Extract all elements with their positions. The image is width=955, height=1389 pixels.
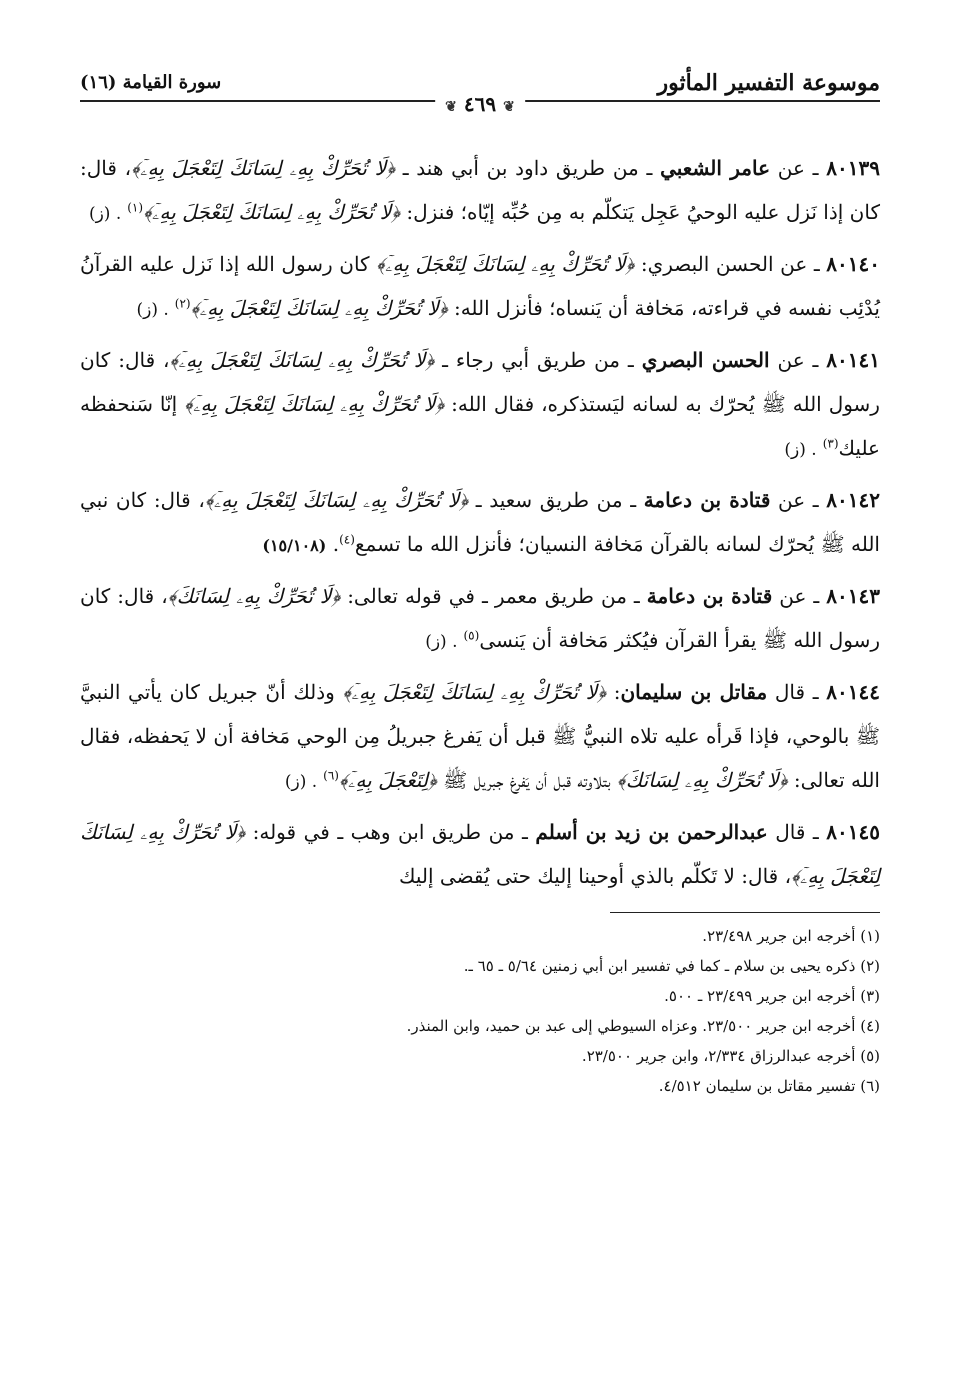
ornament-icon: ❦: [503, 99, 515, 115]
narration-entry: [80, 242, 880, 332]
narration-text: إنّا سَنحفظه عليك: [80, 392, 880, 460]
reference-mark: . (ز): [784, 440, 817, 460]
quran-verse: ﴿لَا تُحَرِّكْ بِهِۦ لِسَانَكَ لِتَعْجَلَ بِهِۦٓ﴾: [204, 488, 469, 512]
book-page: [80, 60, 880, 1101]
narration-text: ـ عن الحسن البصري:: [634, 252, 827, 276]
narration-text: بتلاوته قبل أن يَفرغ جبريل ﷺ: [436, 768, 617, 792]
surah-title: سورة القيامة (١٦): [80, 72, 222, 93]
quran-verse: ﴿لَا تُحَرِّكْ بِهِۦ لِسَانَكَ﴾: [616, 768, 788, 792]
narrator-name: عبدالرحمن بن زيد بن أسلم: [535, 820, 768, 844]
quran-verse: ﴿لَا تُحَرِّكْ بِهِۦ لِسَانَكَ لِتَعْجَلَ بِهِۦٓ﴾: [376, 252, 635, 276]
narration-text: ـ من طريق سعيد ـ: [468, 488, 644, 512]
narration-text: ـ قال: [767, 680, 827, 704]
narration-entry: [80, 810, 880, 898]
quran-verse: ﴿لَا تُحَرِّكْ بِهِۦ لِسَانَكَ لِتَعْجَلَ بِهِۦٓ﴾: [131, 156, 395, 180]
narrator-name: قتادة بن دعامة: [643, 488, 771, 512]
narrator-name: قتادة بن دعامة: [646, 584, 773, 608]
footnote: (١) أخرجه ابن جرير ٢٣/٤٩٨.: [702, 927, 880, 945]
footnote: (٥) أخرجه عبدالرزاق ٢/٣٣٤، وابن جرير ٢٣/٥٠٠.: [581, 1047, 880, 1065]
footnote: (٣) أخرجه ابن جرير ٢٣/٤٩٩ ـ ٥٠٠.: [664, 987, 880, 1005]
quran-verse: ﴿لِتَعْجَلَ بِهِۦٓ﴾: [338, 768, 437, 792]
narration-entry: [80, 146, 880, 236]
reference-mark: . (ز): [88, 204, 122, 224]
narration-number: ٨٠١٤١: [826, 348, 881, 372]
footnote-marker[interactable]: (٣): [822, 436, 839, 451]
narration-text: ، قال: كان رسول الله ﷺ يُحرّك به لسانه ليَستذكره، فقال الله:: [80, 348, 880, 416]
narration-entry: [80, 574, 880, 664]
quran-verse: ﴿لَا تُحَرِّكْ بِهِۦ لِسَانَكَ لِتَعْجَلَ بِهِۦٓ﴾: [190, 296, 448, 320]
quran-verse: ﴿لَا تُحَرِّكْ بِهِۦ لِسَانَكَ لِتَعْجَلَ بِهِۦٓ﴾: [80, 820, 880, 888]
footnotes: [80, 921, 880, 1101]
narration-number: ٨٠١٤٢: [826, 488, 880, 512]
narration-text: ـ قال: [767, 820, 827, 844]
quran-verse: ﴿لَا تُحَرِّكْ بِهِۦ لِسَانَكَ لِتَعْجَلَ بِهِۦٓ﴾: [184, 392, 445, 416]
narration-number: ٨٠١٤٤: [826, 680, 880, 704]
narration-text: ـ عن: [770, 488, 827, 512]
footnote-marker[interactable]: (٥): [463, 628, 480, 643]
quran-verse: ﴿لَا تُحَرِّكْ بِهِۦ لِسَانَكَ لِتَعْجَلَ بِهِۦٓ﴾: [342, 680, 607, 704]
narration-entry: [80, 478, 880, 568]
narration-text: :: [606, 680, 621, 704]
footnote-marker[interactable]: (٢): [174, 296, 191, 311]
narration-text: ، قال: كان إذا نَزل عليه الوحيُ عَجِل يَتكلّم به مِن حُبِّه إيّاه؛ فنزل:: [80, 156, 880, 224]
source-reference: (١٥/١٠٨): [262, 536, 327, 555]
narrations-body: [80, 146, 880, 898]
narration-number: ٨٠١٣٩: [826, 156, 880, 180]
narration-text: ، قال: لا تَكلّم بالذي أوحينا إليك حتى يُقضى إليك: [399, 864, 792, 888]
footnote: (٢) ذكره يحيى بن سلام ـ كما في تفسير ابن أبي زمنين ٥/٦٤ ـ ٦٥ ـ.: [463, 957, 880, 975]
narrator-name: عامر الشعبي: [660, 156, 771, 180]
narration-entry: [80, 338, 880, 472]
quran-verse: ﴿لَا تُحَرِّكْ بِهِۦ لِسَانَكَ لِتَعْجَلَ بِهِۦٓ﴾: [143, 200, 401, 224]
page-header: [80, 60, 880, 116]
reference-mark: . (ز): [136, 300, 169, 320]
footnote: (٦) تفسير مقاتل بن سليمان ٤/٥١٢.: [658, 1077, 880, 1095]
narration-text: .: [326, 532, 340, 556]
ornament-icon: ❦: [445, 99, 457, 115]
narration-text: ـ عن: [770, 156, 827, 180]
narrator-name: مقاتل بن سليمان: [620, 680, 768, 704]
quran-verse: ﴿لَا تُحَرِّكْ بِهِۦ لِسَانَكَ لِتَعْجَلَ بِهِۦٓ﴾: [169, 348, 435, 372]
narration-number: ٨٠١٤٣: [826, 584, 880, 608]
narration-text: ، قال: كان رسول الله ﷺ يقرأ القرآن فيُكثر مَخافة أن يَنسى: [80, 584, 880, 652]
book-title: موسوعة التفسير المأثور: [657, 70, 880, 96]
page-number-value: ٤٦٩: [463, 92, 497, 116]
footnote: (٤) أخرجه ابن جرير ٢٣/٥٠٠. وعزاه السيوطي إلى عبد بن حميد، وابن المنذر.: [406, 1017, 880, 1035]
narration-text: ـ من طريق أبي رجاء ـ: [434, 348, 642, 372]
narration-number: ٨٠١٤٠: [826, 252, 881, 276]
narration-text: كان رسول الله إذا نَزل عليه القرآنُ يُدْئِب نفسه في قراءته، مَخافة أن يَنساه؛ فأنزل الله:: [80, 252, 880, 320]
footnote-divider: [610, 912, 880, 913]
quran-verse: ﴿لَا تُحَرِّكْ بِهِۦ لِسَانَكَ﴾: [167, 584, 341, 608]
narration-text: ـ من طريق داود بن أبي هند ـ: [394, 156, 661, 180]
narration-number: ٨٠١٤٥: [826, 820, 880, 844]
narration-text: ـ من طريق معمر ـ في قوله تعالى:: [340, 584, 647, 608]
narration-text: ـ عن: [772, 584, 827, 608]
page-number: [435, 92, 525, 116]
narration-text: وذلك أنّ جبريل كان يأتي النبيَّ ﷺ بالوحي، فإذا قَرأه عليه تلاه النبيُّ ﷺ قبل أن يَفرغ جبريلُ مِن الوحي مَخافة أن لا يَحفظه، فقال الله تعالى:: [80, 680, 880, 792]
narration-text: ـ من طريق ابن وهب ـ في قوله:: [245, 820, 536, 844]
footnote-marker[interactable]: (١): [127, 200, 144, 215]
reference-mark: . (ز): [284, 772, 318, 792]
reference-mark: . (ز): [425, 632, 458, 652]
footnote-marker[interactable]: (٤): [339, 532, 355, 547]
narrator-name: الحسن البصري: [641, 348, 770, 372]
narration-text: ـ عن: [769, 348, 827, 372]
narration-entry: [80, 670, 880, 804]
footnote-marker[interactable]: (٦): [323, 768, 339, 783]
narration-text: ، قال: كان نبي الله ﷺ يُحرّك لسانه بالقرآن مَخافة النسيان؛ فأنزل الله ما تسمع: [80, 488, 880, 556]
